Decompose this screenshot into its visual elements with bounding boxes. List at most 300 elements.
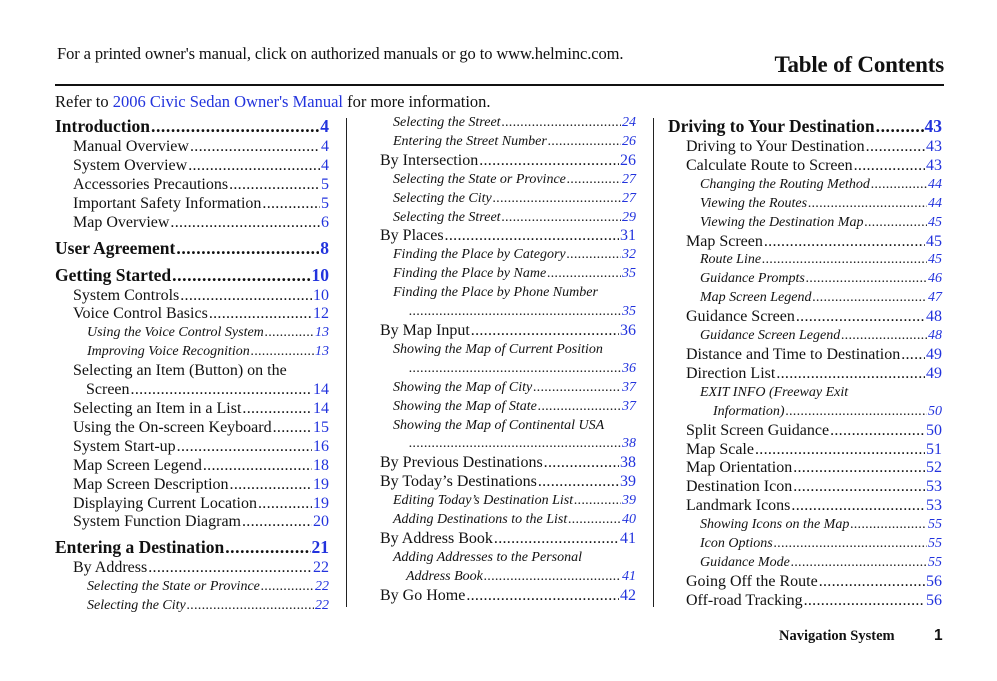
- leader-dots: [796, 308, 925, 327]
- toc-title: Direction List: [686, 364, 776, 382]
- toc-title-continued: Address Book: [406, 568, 483, 584]
- toc-subentry[interactable]: [668, 214, 942, 233]
- page-link[interactable]: 24: [622, 115, 636, 130]
- toc-section[interactable]: [55, 236, 329, 260]
- toc-title: Selecting an Item in a List: [73, 399, 242, 417]
- toc-title: Selecting the Street: [393, 209, 501, 225]
- toc-subentry[interactable]: [668, 176, 942, 195]
- leader-dots: [755, 441, 925, 460]
- page-link[interactable]: 21: [311, 537, 329, 558]
- leader-dots: [876, 114, 924, 138]
- page-link[interactable]: 5: [321, 194, 329, 212]
- page-link[interactable]: 22: [315, 579, 329, 595]
- toc-title: Map Overview: [73, 213, 170, 231]
- leader-dots: [786, 403, 927, 422]
- toc-title: Split Screen Guidance: [686, 421, 830, 439]
- page-link[interactable]: 4: [321, 138, 329, 155]
- toc-subentry[interactable]: [380, 265, 636, 284]
- page-link[interactable]: 13: [315, 344, 329, 360]
- toc-title: Viewing the Destination Map: [700, 214, 864, 230]
- toc-entry[interactable]: [55, 157, 329, 176]
- toc-title: By Address: [73, 559, 148, 577]
- toc-entry[interactable]: [55, 195, 329, 214]
- toc-entry[interactable]: [380, 473, 636, 492]
- toc-title: Selecting the State or Province: [87, 579, 260, 595]
- toc-entry[interactable]: [668, 592, 942, 611]
- toc-title: Improving Voice Recognition: [87, 344, 250, 360]
- leader-dots: [494, 530, 619, 549]
- toc-title: Going Off the Route: [686, 572, 818, 590]
- toc-subentry[interactable]: [668, 195, 942, 214]
- toc-subentry[interactable]: [668, 535, 942, 554]
- page-link[interactable]: 35: [622, 266, 636, 282]
- leader-dots: [871, 176, 927, 195]
- page-link[interactable]: 4: [321, 156, 329, 174]
- toc-entry[interactable]: [668, 346, 942, 365]
- toc-title: Driving to Your Destination: [686, 138, 865, 155]
- toc-title: Map Orientation: [686, 459, 793, 477]
- toc-title: Using the Voice Control System: [87, 325, 264, 341]
- leader-dots: [854, 157, 925, 176]
- toc-title: Map Scale: [686, 440, 754, 458]
- toc-title: Selecting the City: [87, 598, 186, 614]
- leader-dots: [229, 176, 320, 195]
- toc-entry[interactable]: [668, 233, 942, 252]
- column-divider: [346, 118, 347, 607]
- leader-dots: [187, 597, 314, 616]
- leader-dots: [471, 322, 619, 341]
- toc-subentry[interactable]: [668, 516, 942, 535]
- leader-dots: [548, 133, 621, 152]
- leader-dots: [148, 559, 312, 578]
- leader-dots: [864, 214, 927, 233]
- page-link[interactable]: 36: [620, 321, 636, 339]
- leader-dots: [901, 346, 925, 365]
- leader-dots: [793, 478, 925, 497]
- page-link[interactable]: 4: [320, 116, 329, 136]
- page-link[interactable]: 38: [620, 454, 636, 472]
- leader-dots: [445, 227, 619, 246]
- page-link[interactable]: 5: [321, 175, 329, 193]
- toc-column-2: [380, 114, 636, 606]
- toc-subentry-title[interactable]: Adding Addresses to the Personal: [393, 549, 582, 565]
- toc-subentry[interactable]: [380, 246, 636, 265]
- toc-entry[interactable]: [668, 157, 942, 176]
- toc-subentry-title[interactable]: Finding the Place by Phone Number: [393, 285, 598, 301]
- toc-subentry[interactable]: [668, 270, 942, 289]
- toc-title: By Previous Destinations: [380, 454, 543, 472]
- leader-dots: [479, 152, 619, 171]
- toc-column-3: [668, 114, 942, 611]
- page-link[interactable]: 39: [622, 493, 636, 509]
- toc-entry[interactable]: [55, 559, 329, 578]
- page-link[interactable]: 13: [315, 325, 329, 341]
- leader-dots: [533, 379, 621, 398]
- toc-title: Selecting the Street: [393, 115, 501, 130]
- leader-dots: [538, 398, 621, 417]
- leader-dots: [841, 327, 927, 346]
- leader-dots: [830, 422, 925, 441]
- page-link[interactable]: 27: [622, 190, 636, 206]
- toc-subentry[interactable]: [668, 251, 942, 270]
- page-link[interactable]: 43: [924, 116, 942, 136]
- toc-entry[interactable]: [380, 587, 636, 606]
- toc-section[interactable]: [55, 263, 329, 287]
- toc-subentry-title[interactable]: Showing the Map of Continental USA: [393, 417, 605, 433]
- toc-title: Distance and Time to Destination: [686, 345, 901, 363]
- toc-entry[interactable]: [55, 214, 329, 233]
- page-link[interactable]: 29: [622, 209, 636, 225]
- toc-subentry[interactable]: [380, 511, 636, 530]
- page-link[interactable]: 20: [313, 513, 329, 531]
- toc-subentry-continuation[interactable]: [380, 303, 636, 322]
- toc-title: Entering the Street Number: [393, 133, 547, 149]
- page-link[interactable]: 18: [313, 456, 329, 474]
- header-rule: [55, 84, 944, 86]
- toc-entry[interactable]: [55, 400, 329, 419]
- toc-title: Selecting the State or Province: [393, 171, 566, 187]
- toc-title: By Intersection: [380, 151, 479, 169]
- toc-entry[interactable]: [380, 152, 636, 171]
- leader-dots: [538, 473, 619, 492]
- toc-subentry[interactable]: [380, 114, 636, 133]
- toc-subentry[interactable]: [380, 209, 636, 228]
- page-link[interactable]: 15: [313, 418, 329, 436]
- toc-title: Map Screen Legend: [73, 456, 202, 474]
- toc-title: Showing the Map of City: [393, 379, 533, 395]
- page-link[interactable]: 6: [321, 213, 329, 231]
- page-link[interactable]: 49: [926, 345, 942, 363]
- page-link[interactable]: 40: [622, 512, 636, 528]
- leader-dots: [242, 400, 312, 419]
- toc-entry[interactable]: [55, 513, 329, 532]
- toc-title: Important Safety Information: [73, 194, 262, 212]
- page-link[interactable]: 55: [928, 536, 942, 552]
- toc-subentry[interactable]: [380, 171, 636, 190]
- leader-dots: [493, 190, 621, 209]
- toc-entry[interactable]: [668, 478, 942, 497]
- leader-dots: [791, 554, 927, 573]
- toc-title: Displaying Current Location: [73, 494, 257, 512]
- leader-dots: [409, 435, 621, 454]
- toc-title: By Places: [380, 227, 444, 245]
- refer-suffix: for more information.: [343, 92, 491, 111]
- footer-page-number: 1: [934, 627, 943, 644]
- toc-entry[interactable]: [380, 530, 636, 549]
- toc-subentry[interactable]: [380, 492, 636, 511]
- page-link[interactable]: 37: [622, 379, 636, 395]
- leader-dots: [209, 305, 312, 324]
- toc-title: User Agreement: [55, 237, 176, 258]
- toc-title: Using the On-screen Keyboard: [73, 418, 272, 436]
- leader-dots: [188, 157, 320, 176]
- toc-title: Guidance Mode: [700, 554, 790, 570]
- page-link[interactable]: 45: [928, 252, 942, 268]
- toc-title: Guidance Screen Legend: [700, 328, 841, 344]
- page-link[interactable]: 45: [926, 232, 942, 250]
- page-link[interactable]: 51: [926, 440, 942, 458]
- toc-entry[interactable]: [380, 227, 636, 246]
- toc-title: Destination Icon: [686, 478, 793, 496]
- leader-dots: [791, 497, 925, 516]
- printed-manual-note: For a printed owner's manual, click on authorized manuals or go to www.helminc.com.: [57, 44, 624, 63]
- page-link[interactable]: 26: [622, 133, 636, 149]
- toc-subentry-continuation[interactable]: [668, 403, 942, 422]
- leader-dots: [273, 419, 312, 438]
- leader-dots: [776, 365, 925, 384]
- toc-entry[interactable]: [668, 138, 942, 157]
- leader-dots: [225, 535, 310, 559]
- toc-entry[interactable]: [668, 308, 942, 327]
- toc-title: Adding Destinations to the List: [393, 512, 568, 528]
- page-link[interactable]: 14: [313, 399, 329, 417]
- page-link[interactable]: 10: [313, 286, 329, 304]
- page-link[interactable]: 43: [926, 156, 942, 174]
- page-link[interactable]: 26: [620, 151, 636, 169]
- leader-dots: [547, 265, 621, 284]
- toc-title-continued: Screen: [86, 381, 130, 399]
- leader-dots: [409, 303, 621, 322]
- page-link[interactable]: 50: [928, 403, 942, 419]
- page-link[interactable]: 14: [313, 381, 329, 399]
- toc-title: Off-road Tracking: [686, 591, 803, 609]
- page-link[interactable]: 53: [926, 478, 942, 496]
- leader-dots: [819, 573, 925, 592]
- page-link[interactable]: 45: [928, 214, 942, 230]
- leader-dots: [176, 236, 319, 260]
- toc-subentry-continuation[interactable]: [380, 568, 636, 587]
- toc-entry[interactable]: [380, 322, 636, 341]
- toc-subentry[interactable]: [380, 379, 636, 398]
- toc-title: System Controls: [73, 286, 180, 304]
- page-link[interactable]: 16: [313, 437, 329, 455]
- page-link[interactable]: 43: [926, 138, 942, 155]
- page-link[interactable]: 12: [313, 305, 329, 323]
- toc-title: Voice Control Basics: [73, 305, 208, 323]
- leader-dots: [409, 360, 621, 379]
- page-link[interactable]: 48: [928, 328, 942, 344]
- leader-dots: [151, 114, 319, 138]
- owners-manual-link[interactable]: 2006 Civic Sedan Owner's Manual: [112, 92, 344, 111]
- toc-title: Changing the Routing Method: [700, 176, 870, 192]
- leader-dots: [190, 138, 320, 157]
- toc-entry[interactable]: [668, 365, 942, 384]
- toc-title: Route Line: [700, 252, 762, 268]
- leader-dots: [265, 324, 314, 343]
- leader-dots: [170, 214, 320, 233]
- toc-title: Introduction: [55, 116, 150, 136]
- page-link[interactable]: 46: [928, 271, 942, 287]
- leader-dots: [793, 459, 925, 478]
- page-link[interactable]: 44: [928, 176, 942, 192]
- toc-title: By Go Home: [380, 586, 466, 604]
- toc-title: System Function Diagram: [73, 513, 241, 531]
- toc-title: Getting Started: [55, 264, 172, 285]
- toc-entry[interactable]: [55, 457, 329, 476]
- page-link[interactable]: 36: [622, 360, 636, 376]
- leader-dots: [567, 171, 621, 190]
- leader-dots: [172, 263, 310, 287]
- toc-column-1: [55, 114, 329, 616]
- toc-entry[interactable]: [668, 497, 942, 516]
- page-link[interactable]: 22: [313, 559, 329, 577]
- toc-subentry[interactable]: [380, 398, 636, 417]
- page-link[interactable]: 32: [622, 247, 636, 263]
- footer-section-title: Navigation System: [779, 628, 895, 644]
- toc-title-continued: Information): [713, 403, 785, 419]
- toc-title: Driving to Your Destination: [668, 116, 875, 136]
- page-link[interactable]: 27: [622, 171, 636, 187]
- toc-entry[interactable]: [380, 454, 636, 473]
- toc-title: System Start-up: [73, 437, 176, 455]
- page-link[interactable]: 53: [926, 497, 942, 515]
- toc-subentry[interactable]: [668, 289, 942, 308]
- page-link[interactable]: 35: [622, 304, 636, 320]
- page-link[interactable]: 38: [622, 436, 636, 452]
- page-title: Table of Contents: [774, 52, 944, 77]
- toc-entry[interactable]: [668, 441, 942, 460]
- toc-title: Guidance Prompts: [700, 271, 805, 287]
- page-link[interactable]: 22: [315, 598, 329, 614]
- toc-title: Calculate Route to Screen: [686, 156, 853, 174]
- toc-title: Accessories Precautions: [73, 175, 229, 193]
- toc-title: Entering a Destination: [55, 537, 225, 558]
- page-link[interactable]: 10: [311, 264, 329, 285]
- refer-line: [55, 92, 491, 112]
- leader-dots: [258, 495, 312, 514]
- toc-subentry-title[interactable]: EXIT INFO (Freeway Exit: [700, 384, 849, 400]
- leader-dots: [261, 578, 314, 597]
- leader-dots: [262, 195, 320, 214]
- leader-dots: [131, 381, 312, 400]
- toc-subentry[interactable]: [380, 190, 636, 209]
- leader-dots: [774, 535, 927, 554]
- leader-dots: [502, 114, 621, 133]
- leader-dots: [502, 209, 621, 228]
- toc-subentry[interactable]: [668, 554, 942, 573]
- toc-title: Showing the Map of State: [393, 398, 537, 414]
- toc-subentry[interactable]: [55, 343, 329, 362]
- toc-entry[interactable]: [55, 176, 329, 195]
- toc-title: Map Screen Legend: [700, 290, 812, 306]
- page-link[interactable]: 19: [313, 494, 329, 512]
- leader-dots: [850, 516, 927, 535]
- leader-dots: [806, 270, 927, 289]
- toc-title: Editing Today’s Destination List: [393, 493, 574, 509]
- toc-entry[interactable]: [668, 459, 942, 478]
- leader-dots: [812, 289, 927, 308]
- page-link[interactable]: 41: [620, 529, 636, 547]
- toc-section[interactable]: [55, 114, 329, 138]
- toc-title: Viewing the Routes: [700, 195, 808, 211]
- page-link[interactable]: 56: [926, 591, 942, 609]
- toc-entry[interactable]: [55, 495, 329, 514]
- leader-dots: [804, 592, 925, 611]
- toc-title: Finding the Place by Category: [393, 247, 566, 263]
- leader-dots: [242, 513, 312, 532]
- refer-prefix: Refer to: [55, 92, 113, 111]
- toc-title: Map Screen Description: [73, 475, 229, 493]
- page-link[interactable]: 49: [926, 364, 942, 382]
- toc-entry[interactable]: [55, 305, 329, 324]
- toc-entry[interactable]: [55, 138, 329, 157]
- leader-dots: [230, 476, 312, 495]
- toc-entry[interactable]: [55, 438, 329, 457]
- leader-dots: [808, 195, 927, 214]
- leader-dots: [484, 568, 621, 587]
- toc-title: Manual Overview: [73, 138, 189, 155]
- toc-entry[interactable]: [668, 573, 942, 592]
- toc-title: Showing Icons on the Map: [700, 517, 850, 533]
- page-link[interactable]: 41: [622, 568, 636, 584]
- toc-title: By Map Input: [380, 321, 470, 339]
- toc-subentry[interactable]: [668, 327, 942, 346]
- page-link[interactable]: 8: [320, 237, 329, 258]
- page-link[interactable]: 42: [620, 586, 636, 604]
- page-link[interactable]: 48: [926, 308, 942, 326]
- leader-dots: [180, 287, 312, 306]
- toc-entry[interactable]: [55, 287, 329, 306]
- toc-title: System Overview: [73, 156, 188, 174]
- toc-subentry-continuation[interactable]: [380, 360, 636, 379]
- leader-dots: [568, 511, 621, 530]
- page-link[interactable]: 39: [620, 473, 636, 491]
- page-link[interactable]: 55: [928, 517, 942, 533]
- leader-dots: [177, 438, 312, 457]
- toc-title: Landmark Icons: [686, 497, 791, 515]
- toc-subentry-title[interactable]: Showing the Map of Current Position: [393, 341, 603, 357]
- leader-dots: [567, 246, 621, 265]
- toc-section[interactable]: [668, 114, 942, 138]
- leader-dots: [574, 492, 621, 511]
- page-link[interactable]: 55: [928, 554, 942, 570]
- toc-subentry[interactable]: [380, 133, 636, 152]
- leader-dots: [762, 251, 927, 270]
- toc-subentry[interactable]: [55, 578, 329, 597]
- page-link[interactable]: 44: [928, 195, 942, 211]
- toc-subentry-continuation[interactable]: [380, 435, 636, 454]
- leader-dots: [866, 138, 925, 157]
- page-link[interactable]: 50: [926, 421, 942, 439]
- leader-dots: [466, 587, 619, 606]
- toc-section[interactable]: [55, 535, 329, 559]
- page-link[interactable]: 47: [928, 290, 942, 306]
- toc-subentry[interactable]: [55, 324, 329, 343]
- toc-title: Selecting the City: [393, 190, 492, 206]
- toc-entry[interactable]: [55, 476, 329, 495]
- leader-dots: [251, 343, 314, 362]
- page-link[interactable]: 19: [313, 475, 329, 493]
- toc-title: Finding the Place by Name: [393, 266, 547, 282]
- column-divider: [653, 118, 654, 607]
- leader-dots: [544, 454, 619, 473]
- toc-entry-continuation[interactable]: [55, 381, 329, 400]
- toc-entry-title[interactable]: Selecting an Item (Button) on the: [73, 362, 287, 380]
- toc-title: Guidance Screen: [686, 308, 795, 326]
- page-link[interactable]: 37: [622, 398, 636, 414]
- leader-dots: [764, 233, 925, 252]
- toc-subentry[interactable]: [55, 597, 329, 616]
- toc-title: Icon Options: [700, 536, 773, 552]
- page-link[interactable]: 56: [926, 572, 942, 590]
- page-link[interactable]: 52: [926, 459, 942, 477]
- page-link[interactable]: 31: [620, 227, 636, 245]
- toc-entry[interactable]: [668, 422, 942, 441]
- toc-title: By Today’s Destinations: [380, 473, 537, 491]
- toc-entry[interactable]: [55, 419, 329, 438]
- toc-title: Map Screen: [686, 232, 763, 250]
- toc-title: By Address Book: [380, 529, 493, 547]
